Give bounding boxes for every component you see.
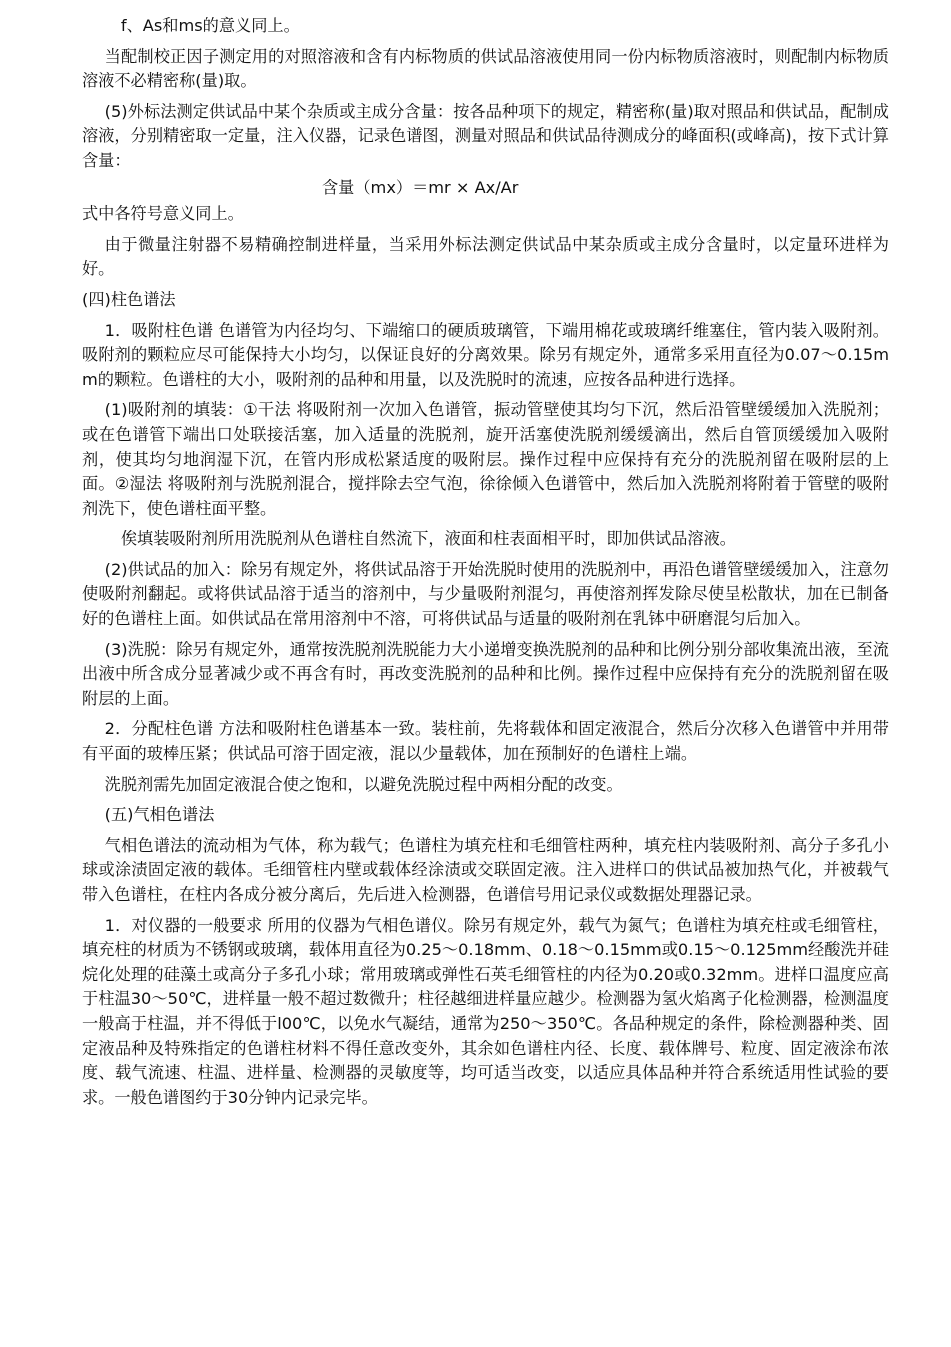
content-formula: 含量（mx）＝mr × Ax/Ar <box>322 177 519 197</box>
paragraph-internal-standard-note: 当配制校正因子测定用的对照溶液和含有内标物质的供试品溶液使用同一份内标物质溶液时，则配制内标物质溶液不必精密称(量)取。 <box>82 46 889 91</box>
section-heading-column-chromatography: (四)柱色谱法 <box>82 289 176 309</box>
paragraph-elution: (3)洗脱：除另有规定外，通常按洗脱剂洗脱能力大小递增变换洗脱剂的品种和比例分别分部收集流出液，至流出液中所含成分显著减少或不再含有时，再改变洗脱剂的品种和比例。操作过程中应保持有充分的洗脱剂留在吸附层的上面。 <box>82 639 889 708</box>
paragraph-instrument-requirements: 1．对仪器的一般要求 所用的仪器为气相色谱仪。除另有规定外，载气为氮气；色谱柱为填充柱或毛细管柱，填充柱的材质为不锈钢或玻璃，载体用直径为0.25～0.18mm、0.18～0.15mm或0.15～0.125mm经酸洗并硅烷化处理的硅藻土或高分子多孔小球；常用玻璃或弹性石英毛细管柱的内径为0.20或0.32mm。进样口温度应高于柱温30～50℃，进样量一般不超过数微升；柱径越细进样量应越少。检测器为氢火焰离子化检测器，检测温度一般高于柱温，并不得低于l00℃，以免水气凝结，通常为250～350℃。各品种规定的条件，除检测器种类、固定液品种及特殊指定的色谱柱材料不得任意改变外，其余如色谱柱内径、长度、载体牌号、粒度、固定液涂布浓度、载气流速、柱温、进样量、检测器的灵敏度等，均可适当改变，以适应具体品种并符合系统适用性试验的要求。一般色谱图约于30分钟内记录完毕。 <box>82 915 889 1107</box>
paragraph-sample-addition-timing: 俟填装吸附剂所用洗脱剂从色谱柱自然流下，液面和柱表面相平时，即加供试品溶液。 <box>120 529 736 549</box>
paragraph-f-note: f、As和ms的意义同上。 <box>120 16 300 35</box>
section-heading-gas-chromatography: (五)气相色谱法 <box>104 805 215 825</box>
paragraph-eluent-saturation: 洗脱剂需先加固定液混合使之饱和，以避免洗脱过程中两相分配的改变。 <box>104 774 623 794</box>
paragraph-symbols-note: 式中各符号意义同上。 <box>82 204 244 224</box>
paragraph-injector-note: 由于微量注射器不易精确控制进样量，当采用外标法测定供试品中某杂质或主成分含量时，以定量环进样为好。 <box>82 234 889 279</box>
paragraph-sample-addition: (2)供试品的加入：除另有规定外，将供试品溶于开始洗脱时使用的洗脱剂中，再沿色谱管壁缓缓加入，注意勿使吸附剂翻起。或将供试品溶于适当的溶剂中，与少量吸附剂混匀，再使溶剂挥发除尽使呈松散状，加在已制备好的色谱柱上面。如供试品在常用溶剂中不溶，可将供试品与适量的吸附剂在乳钵中研磨混匀后加入。 <box>82 559 889 629</box>
paragraph-partition-column: 2．分配柱色谱 方法和吸附柱色谱基本一致。装柱前，先将载体和固定液混合，然后分次移入色谱管中并用带有平面的玻棒压紧；供试品可溶于固定液，混以少量载体，加在预制好的色谱柱上端。 <box>82 719 889 764</box>
paragraph-external-standard-method: (5)外标法测定供试品中某个杂质或主成分含量：按各品种项下的规定，精密称(量)取对照品和供试品，配制成溶液，分别精密取一定量，注入仪器，记录色谱图，测量对照品和供试品待测成分的峰面积(或峰高)，按下式计算含量： <box>82 101 889 170</box>
paragraph-gc-overview: 气相色谱法的流动相为气体，称为载气；色谱柱为填充柱和毛细管柱两种，填充柱内装吸附剂、高分子多孔小球或涂渍固定液的载体。毛细管柱内壁或载体经涂渍或交联固定液。注入进样口的供试品被加热气化，并被载气带入色谱柱，在柱内各成分被分离后，先后进入检测器，色谱信号用记录仪或数据处理器记录。 <box>82 835 889 904</box>
paragraph-adsorbent-packing: (1)吸附剂的填装：①干法 将吸附剂一次加入色谱管，振动管壁使其均匀下沉，然后沿管壁缓缓加入洗脱剂；或在色谱管下端出口处联接活塞，加入适量的洗脱剂，旋开活塞使洗脱剂缓缓滴出，然后自管顶缓缓加入吸附剂，使其均匀地润湿下沉，在管内形成松紧适度的吸附层。操作过程中应保持有充分的洗脱剂留在吸附层的上面。②湿法 将吸附剂与洗脱剂混合，搅拌除去空气泡，徐徐倾入色谱管中，然后加入洗脱剂将附着于管壁的吸附剂洗下，使色谱柱面平整。 <box>82 400 889 518</box>
paragraph-adsorption-column: 1．吸附柱色谱 色谱管为内径均匀、下端缩口的硬质玻璃管，下端用棉花或玻璃纤维塞住，管内装入吸附剂。吸附剂的颗粒应尽可能保持大小均匀，以保证良好的分离效果。除另有规定外，通常多采用直径为0.07～0.15mm的颗粒。色谱柱的大小，吸附剂的品种和用量，以及洗脱时的流速，应按各品种进行选择。 <box>82 320 889 389</box>
